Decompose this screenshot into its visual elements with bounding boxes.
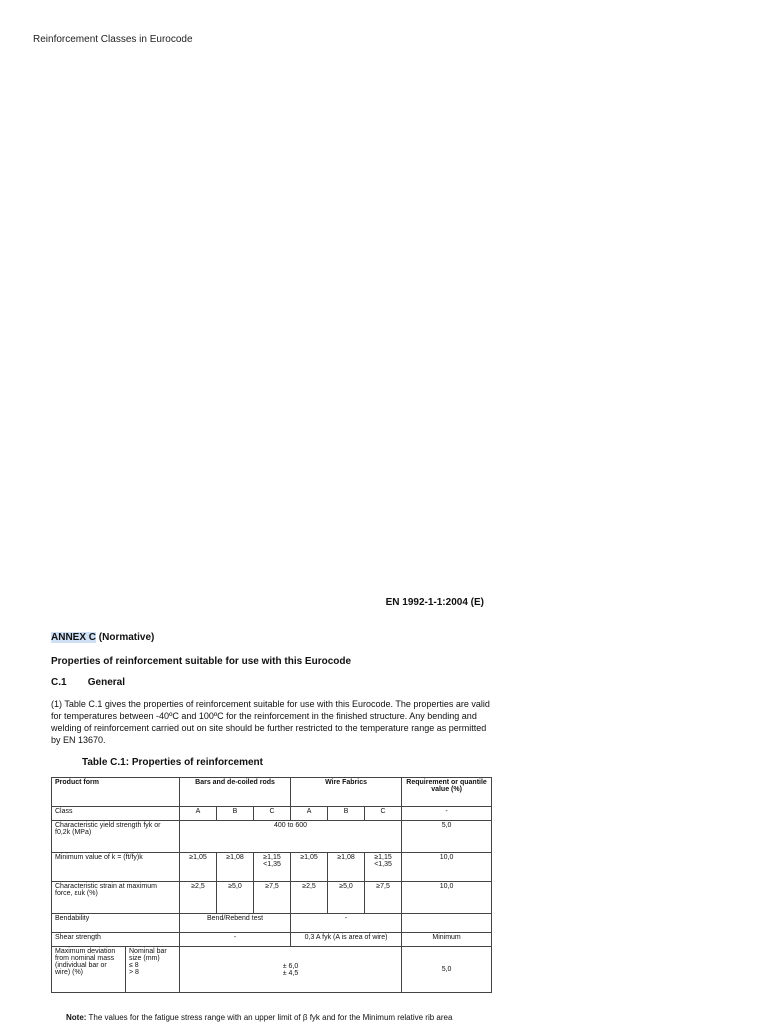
class-value: C <box>365 807 402 821</box>
strain-value: ≥2,5 <box>180 882 217 914</box>
k-value: ≥1,05 <box>291 853 328 882</box>
clause-title: General <box>87 677 126 688</box>
table-caption: Table C.1: Properties of reinforcement <box>82 757 263 768</box>
note-text: The values for the fatigue stress range with an upper limit of β fyk and for the Minimum relative rib area <box>88 1013 453 1022</box>
mass-deviation-sizes <box>126 947 180 993</box>
strain-value: ≥7,5 <box>365 882 402 914</box>
k-value: ≥1,15 <1,35 <box>365 853 402 882</box>
class-value: B <box>217 807 254 821</box>
class-value: B <box>328 807 365 821</box>
document-title: Reinforcement Classes in Eurocode <box>33 34 193 45</box>
strain-value: ≥5,0 <box>217 882 254 914</box>
annex-type: (Normative) <box>98 632 155 643</box>
section-title: Properties of reinforcement suitable for use with this Eurocode <box>51 656 352 667</box>
header-bars: Bars and de-coiled rods <box>180 778 291 807</box>
mass-deviation-value: ± 4,5 <box>282 969 299 977</box>
k-value-requirement: 10,0 <box>402 853 492 882</box>
note-label: Note: <box>66 1013 87 1022</box>
bendability-requirement <box>402 914 492 933</box>
k-value: ≥1,08 <box>217 853 254 882</box>
yield-strength-value: 400 to 600 <box>180 821 402 853</box>
header-requirement: Requirement or quantile value (%) <box>402 778 492 807</box>
shear-strength-bars: - <box>180 933 291 947</box>
k-value: ≥1,08 <box>328 853 365 882</box>
body-paragraph: (1) Table C.1 gives the properties of reinforcement suitable for use with this Eurocode. The properties are valid for temperatures between -40ºC and 100ºC for the reinforcement in the finished structure. Any bending and welding of reinforcement carried out on site should be further restricted to the temperature range as permitted by EN 13670. <box>51 699 490 745</box>
k-value: ≥1,05 <box>180 853 217 882</box>
k-value: ≥1,15 <1,35 <box>254 853 291 882</box>
bendability-wire: - <box>291 914 402 933</box>
k-value-label: Minimum value of k = (ft/fy)k <box>52 853 180 882</box>
mass-deviation-label: Maximum deviation from nominal mass (individual bar or wire) (%) <box>52 947 126 993</box>
bendability-bars: Bend/Rebend test <box>180 914 291 933</box>
yield-strength-requirement: 5,0 <box>402 821 492 853</box>
clause-heading <box>51 677 125 688</box>
shear-strength-label: Shear strength <box>52 933 180 947</box>
header-product-form: Product form <box>52 778 180 807</box>
class-label: Class <box>52 807 180 821</box>
mass-deviation-values <box>180 947 402 993</box>
class-value: A <box>180 807 217 821</box>
yield-strength-label: Characteristic yield strength fyk or f0,2k (MPa) <box>52 821 180 853</box>
strain-value: ≥5,0 <box>328 882 365 914</box>
mass-deviation-requirement: 5,0 <box>402 947 492 993</box>
strain-label: Characteristic strain at maximum force, εuk (%) <box>52 882 180 914</box>
nominal-bar-size-header: Nominal bar size (mm) <box>129 948 167 962</box>
table-note <box>66 1013 452 1022</box>
bar-size: > 8 <box>129 969 139 976</box>
bendability-label: Bendability <box>52 914 180 933</box>
strain-value: ≥2,5 <box>291 882 328 914</box>
shear-strength-wire: 0,3 A fyk (A is area of wire) <box>291 933 402 947</box>
class-value: A <box>291 807 328 821</box>
shear-strength-requirement: Minimum <box>402 933 492 947</box>
clause-number: C.1 <box>51 677 67 688</box>
annex-label: ANNEX C <box>51 632 97 643</box>
standard-reference: EN 1992-1-1:2004 (E) <box>385 597 484 608</box>
annex-heading <box>51 632 154 643</box>
header-wire-fabrics: Wire Fabrics <box>291 778 402 807</box>
strain-requirement: 10,0 <box>402 882 492 914</box>
class-requirement: - <box>402 807 492 821</box>
bar-size: ≤ 8 <box>129 962 139 969</box>
reinforcement-properties-table <box>51 777 492 993</box>
class-value: C <box>254 807 291 821</box>
mass-deviation-value: ± 6,0 <box>282 962 299 970</box>
strain-value: ≥7,5 <box>254 882 291 914</box>
